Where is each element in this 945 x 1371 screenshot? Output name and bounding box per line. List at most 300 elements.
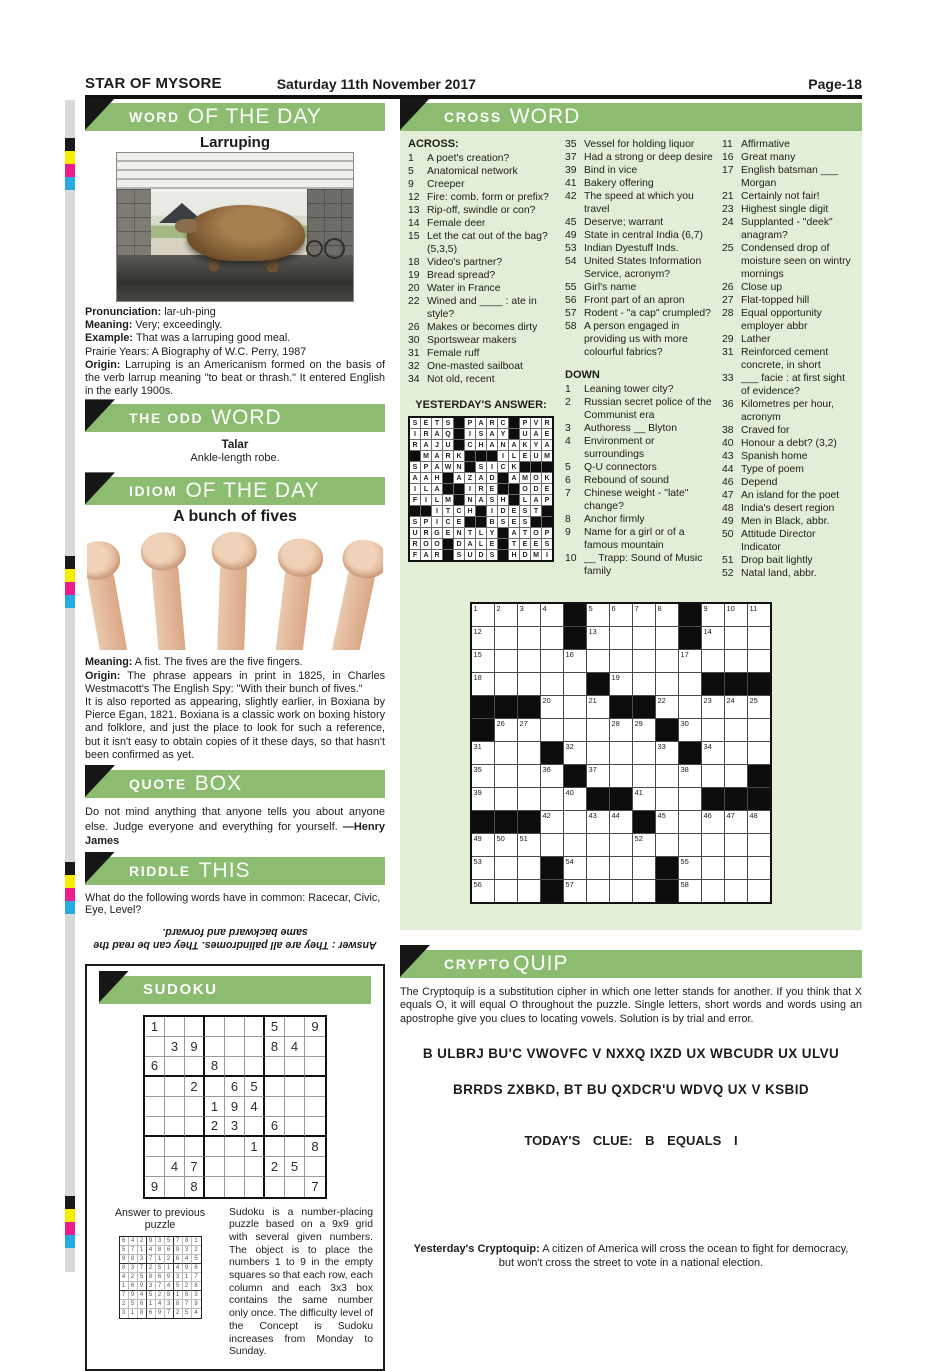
- crossword-clue: [408, 256, 558, 269]
- solution-cell: K: [509, 462, 519, 472]
- yesterday-solution-grid: [408, 416, 554, 562]
- crossword-clue: [722, 138, 856, 151]
- header-light-text: OF THE DAY: [185, 479, 320, 503]
- crossword-cell: 15: [472, 650, 494, 672]
- cryptoquip-cipher-line-1: B ULBRJ BU'C VWOVFC V NXXQ IXZD UX WBCUDR UX ULVU: [422, 1046, 840, 1062]
- solution-cell: I: [465, 484, 475, 494]
- clue-text: Chinese weight - "late" change?: [584, 488, 689, 512]
- clue-number: 33: [722, 373, 734, 384]
- crossword-clue: [408, 282, 558, 295]
- sudoku-description: Sudoku is a number-placing puzzle based on a 9x9 grid with several given numbers. The object is to place the numbers 1 to 9 in the empty squares so that each row, each column and each 3x3 box contains the same number only once. The difficulty level of the Concept is Sudoku increases from Monday to Sunday.: [229, 1206, 374, 1358]
- crossword-cell: [656, 834, 678, 856]
- crossword-cell-black: [610, 788, 632, 810]
- corner-fold-icon: [400, 945, 430, 977]
- clue-text: Front part of an apron: [584, 295, 685, 306]
- solution-cell: I: [410, 484, 420, 494]
- sudoku-answer-cell: 9: [192, 1300, 201, 1309]
- crossword-cell: [541, 673, 563, 695]
- solution-cell: P: [421, 462, 431, 472]
- sudoku-answer-cell: 7: [147, 1255, 156, 1264]
- crossword-cell-black: [541, 857, 563, 879]
- clue-number: 40: [722, 438, 734, 449]
- sudoku-answer-cell: 1: [192, 1237, 201, 1246]
- sudoku-cell: 1: [145, 1017, 165, 1037]
- crossword-cell: [495, 673, 517, 695]
- crossword-cell: 8: [656, 604, 678, 626]
- crossword-clue: [722, 346, 856, 372]
- clue-text: An island for the poet: [741, 490, 840, 501]
- solution-cell-black: [465, 462, 475, 472]
- crossword-clue: [565, 474, 715, 487]
- crossword-clue: [722, 463, 856, 476]
- crossword-cell-black: [587, 788, 609, 810]
- solution-cell-black: [498, 484, 508, 494]
- solution-cell: O: [531, 473, 541, 483]
- crossword-clue: [408, 360, 558, 373]
- crossword-cell: [656, 627, 678, 649]
- crossword-clue: [722, 190, 856, 203]
- solution-cell-black: [443, 539, 453, 549]
- solution-cell: E: [542, 484, 552, 494]
- word-of-day-line: Pronunciation: lar-uh-ping: [85, 306, 216, 318]
- sudoku-answer-cell: 5: [129, 1300, 138, 1309]
- solution-cell-black: [476, 517, 486, 527]
- clue-text: Authoress __ Blyton: [584, 423, 677, 434]
- crossword-cell: [748, 650, 770, 672]
- crossword-cell-black: [610, 696, 632, 718]
- crossword-cell: [610, 880, 632, 902]
- clue-number: 56: [565, 295, 577, 306]
- solution-cell: S: [443, 418, 453, 428]
- idiom-photo-fists: [87, 528, 383, 650]
- sudoku-cell: [245, 1177, 265, 1197]
- clue-number: 51: [722, 555, 734, 566]
- clue-text: Craved for: [741, 425, 790, 436]
- clue-text: Reinforced cement concrete, in short: [741, 347, 829, 371]
- newspaper-name: STAR OF MYSORE: [85, 75, 222, 92]
- solution-cell: A: [465, 539, 475, 549]
- crossword-cell: 7: [633, 604, 655, 626]
- sudoku-answer-cell: 1: [174, 1291, 183, 1300]
- tortoise: [187, 205, 305, 261]
- crossword-cell: 33: [656, 742, 678, 764]
- sudoku-cell: [285, 1137, 305, 1157]
- sudoku-answer-cell: 6: [138, 1300, 147, 1309]
- word-of-day-line: Meaning: Very; exceedingly.: [85, 319, 223, 332]
- solution-cell: A: [410, 473, 420, 483]
- solution-cell: E: [487, 539, 497, 549]
- solution-cell: S: [410, 517, 420, 527]
- solution-cell: D: [520, 550, 530, 560]
- crossword-cell: 30: [679, 719, 701, 741]
- solution-cell: C: [465, 440, 475, 450]
- idiom-origin: The phrase appears in print in 1825, in Charles Westmacott's The English Spy: "With their bunch of fives.": [85, 669, 385, 695]
- solution-cell: S: [487, 495, 497, 505]
- color-patch: [65, 595, 75, 608]
- clue-text: Not old, recent: [427, 374, 495, 385]
- sudoku-answer-cell: 2: [192, 1246, 201, 1255]
- registration-marks: [65, 138, 75, 190]
- crossword-clue: [565, 320, 715, 359]
- across-label: ACROSS:: [408, 138, 459, 150]
- sudoku-cell: [245, 1157, 265, 1177]
- clue-text: State in central India (6,7): [584, 230, 703, 241]
- crossword-cell: [656, 650, 678, 672]
- solution-cell-black: [498, 528, 508, 538]
- solution-cell: A: [509, 528, 519, 538]
- sudoku-answer-cell: 7: [129, 1246, 138, 1255]
- sudoku-answer-cell: 2: [165, 1255, 174, 1264]
- sudoku-cell: [165, 1057, 185, 1077]
- crossword-cell: 5: [587, 604, 609, 626]
- crossword-cell: [610, 650, 632, 672]
- sudoku-answer-cell: 5: [183, 1309, 192, 1318]
- solution-cell-black: [454, 495, 464, 505]
- garage-floor: [117, 255, 353, 301]
- solution-cell: K: [520, 440, 530, 450]
- crossword-cell: [587, 719, 609, 741]
- sudoku-cell: 7: [185, 1157, 205, 1177]
- sudoku-answer-cell: 9: [147, 1237, 156, 1246]
- crossword-clue: [565, 242, 715, 255]
- sudoku-answer-cell: 6: [129, 1282, 138, 1291]
- clue-text: ___ facie : at first sight of evidence?: [741, 373, 845, 397]
- sudoku-answer-cell: 4: [147, 1246, 156, 1255]
- sudoku-cell: [205, 1037, 225, 1057]
- sudoku-cell: [205, 1077, 225, 1097]
- crossword-cell: [702, 650, 724, 672]
- crossword-clue: [565, 435, 715, 461]
- sudoku-cell: [165, 1137, 185, 1157]
- solution-cell: E: [542, 429, 552, 439]
- solution-cell: S: [410, 462, 420, 472]
- clue-number: 9: [408, 179, 414, 190]
- clue-text: A poet's creation?: [427, 153, 510, 164]
- sudoku-answer-cell: 1: [165, 1264, 174, 1273]
- color-patch: [65, 888, 75, 901]
- crossword-cell-black: [633, 696, 655, 718]
- clue-text: Type of poem: [741, 464, 804, 475]
- solution-cell: T: [432, 418, 442, 428]
- sudoku-cell: [145, 1137, 165, 1157]
- sudoku-answer-cell: 2: [138, 1237, 147, 1246]
- clue-text: Female deer: [427, 218, 486, 229]
- crossword-clue: [565, 138, 715, 151]
- cryptoquip-intro: The Cryptoquip is a substitution cipher in which one letter stands for another. If you think that X equals O, it will equal O throughout the puzzle. Single letters, short words and words using an apostrophe give you clues to locating vowels. Solution is by trial and error.: [400, 986, 862, 1025]
- solution-cell-black: [410, 451, 420, 461]
- clue-text: Wined and ____ : ate in style?: [427, 296, 537, 320]
- color-patch: [65, 164, 75, 177]
- clue-text: Kilometres per hour, acronym: [741, 399, 834, 423]
- clue-number: 47: [722, 490, 734, 501]
- crossword-cell: [610, 627, 632, 649]
- crossword-cell: [725, 880, 747, 902]
- sudoku-answer-cell: 5: [174, 1282, 183, 1291]
- crossword-cell: [518, 627, 540, 649]
- crossword-cell: 26: [495, 719, 517, 741]
- solution-cell: I: [410, 429, 420, 439]
- color-patch: [65, 582, 75, 595]
- crossword-clue: [408, 295, 558, 321]
- crossword-cell-black: [564, 604, 586, 626]
- solution-cell: H: [465, 506, 475, 516]
- clue-text: Anatomical network: [427, 166, 518, 177]
- clue-number: 1: [408, 153, 414, 164]
- solution-cell: P: [465, 418, 475, 428]
- solution-cell: O: [421, 539, 431, 549]
- solution-cell: A: [432, 484, 442, 494]
- crossword-clue: [565, 307, 715, 320]
- crossword-cell: [541, 788, 563, 810]
- crossword-cell: 41: [633, 788, 655, 810]
- solution-cell: E: [509, 506, 519, 516]
- solution-cell: A: [509, 440, 519, 450]
- crossword-cell: [518, 765, 540, 787]
- clue-text: Flat-topped hill: [741, 295, 810, 306]
- solution-cell-black: [509, 418, 519, 428]
- clue-text: Honour a debt? (3,2): [741, 438, 837, 449]
- solution-cell: H: [432, 473, 442, 483]
- quote-author: —Henry James: [85, 820, 385, 848]
- crossword-cell: 23: [702, 696, 724, 718]
- crossword-cell: [541, 834, 563, 856]
- color-patch: [65, 1209, 75, 1222]
- sudoku-cell: [225, 1057, 245, 1077]
- solution-cell: L: [520, 495, 530, 505]
- sudoku-answer-cell: 9: [138, 1282, 147, 1291]
- crossword-cell: [587, 834, 609, 856]
- solution-cell: E: [454, 517, 464, 527]
- crossword-cell: [633, 880, 655, 902]
- crossword-cell: [679, 673, 701, 695]
- solution-cell-black: [509, 484, 519, 494]
- solution-cell-black: [498, 473, 508, 483]
- crossword-clue: [722, 398, 856, 424]
- solution-cell: E: [487, 484, 497, 494]
- clue-number: 10: [565, 553, 577, 564]
- solution-cell: A: [476, 473, 486, 483]
- registration-marks: [65, 556, 75, 608]
- sudoku-grid: [143, 1015, 327, 1199]
- crossword-clue: [565, 422, 715, 435]
- crossword-cell: [748, 627, 770, 649]
- crossword-cell: [541, 627, 563, 649]
- crossword-clue: [565, 461, 715, 474]
- sudoku-cell: [225, 1157, 245, 1177]
- solution-cell: I: [432, 506, 442, 516]
- crossword-clue: [565, 281, 715, 294]
- crossword-cell: 9: [702, 604, 724, 626]
- sudoku-cell: 6: [145, 1057, 165, 1077]
- sudoku-cell: 1: [245, 1137, 265, 1157]
- clue-number: 57: [565, 308, 577, 319]
- solution-cell: A: [509, 473, 519, 483]
- sudoku-answer-cell: 4: [120, 1273, 129, 1282]
- solution-cell: P: [542, 528, 552, 538]
- sudoku-cell: [265, 1177, 285, 1197]
- crossword-cell: [748, 857, 770, 879]
- solution-cell: E: [520, 451, 530, 461]
- solution-cell: O: [531, 528, 541, 538]
- clue-text: One-masted sailboat: [427, 361, 523, 372]
- solution-cell: B: [487, 517, 497, 527]
- sudoku-answer-cell: 5: [147, 1291, 156, 1300]
- sudoku-answer-cell: 5: [120, 1246, 129, 1255]
- sudoku-answer-cell: 3: [129, 1264, 138, 1273]
- sudoku-answer-cell: 9: [120, 1255, 129, 1264]
- solution-cell: L: [432, 495, 442, 505]
- crossword-cell: 39: [472, 788, 494, 810]
- clue-text: A person engaged in providing us with more colourful fabrics?: [584, 321, 688, 358]
- sudoku-answer-cell: 8: [138, 1309, 147, 1318]
- clue-number: 31: [722, 347, 734, 358]
- crossword-cell: [725, 627, 747, 649]
- clue-text: Rip-off, swindle or con?: [427, 205, 536, 216]
- crossword-cell: [495, 788, 517, 810]
- clue-number: 15: [408, 231, 420, 242]
- clue-number: 21: [722, 191, 734, 202]
- clue-number: 14: [408, 218, 420, 229]
- sudoku-answer-cell: 8: [156, 1246, 165, 1255]
- crossword-cell-black: [702, 788, 724, 810]
- solution-cell-black: [531, 462, 541, 472]
- crossword-clue: [408, 178, 558, 191]
- clue-text: Attitude Director Indicator: [741, 529, 816, 553]
- sudoku-cell: [185, 1117, 205, 1137]
- clue-number: 36: [722, 399, 734, 410]
- word-of-day-line: Example: That was a larruping good meal.: [85, 332, 291, 345]
- solution-cell: L: [476, 528, 486, 538]
- crossword-cell: 2: [495, 604, 517, 626]
- sudoku-answer-cell: 4: [129, 1237, 138, 1246]
- crossword-cell: [702, 880, 724, 902]
- crossword-cell: [679, 811, 701, 833]
- clue-text: Q-U connectors: [584, 462, 657, 473]
- clue-number: 9: [565, 527, 571, 538]
- sudoku-answer-cell: 8: [129, 1255, 138, 1264]
- clue-number: 1: [565, 384, 571, 395]
- solution-cell: A: [432, 462, 442, 472]
- clue-text: Certainly not fair!: [741, 191, 820, 202]
- sudoku-cell: 8: [185, 1177, 205, 1197]
- solution-cell: L: [421, 484, 431, 494]
- masthead: [85, 66, 862, 99]
- clue-text: Condensed drop of moisture seen on wintry mornings: [741, 243, 851, 280]
- crossword-cell: [587, 742, 609, 764]
- cryptoquip-header: [400, 950, 862, 978]
- clue-text: Environment or surroundings: [584, 436, 655, 460]
- solution-cell: T: [509, 539, 519, 549]
- clue-number: 30: [408, 335, 420, 346]
- sudoku-cell: [225, 1137, 245, 1157]
- sudoku-cell: 2: [205, 1117, 225, 1137]
- solution-cell: I: [432, 517, 442, 527]
- across-list-col2: [565, 138, 715, 359]
- solution-cell: D: [531, 484, 541, 494]
- crossword-cell: 52: [633, 834, 655, 856]
- crossword-cell: 14: [702, 627, 724, 649]
- solution-cell: C: [498, 418, 508, 428]
- crossword-cell: [702, 834, 724, 856]
- crossword-cell: 34: [702, 742, 724, 764]
- clue-number: 44: [722, 464, 734, 475]
- crossword-cell: 55: [679, 857, 701, 879]
- sudoku-cell: 6: [265, 1117, 285, 1137]
- crossword-cell: 32: [564, 742, 586, 764]
- crossword-cell: [518, 857, 540, 879]
- crossword-cell-black: [495, 696, 517, 718]
- corner-fold-icon: [400, 98, 430, 130]
- crossword-clue: [722, 528, 856, 554]
- registration-strip: [65, 100, 75, 1272]
- down-list-col2: [565, 383, 715, 578]
- crossword-cell: [495, 880, 517, 902]
- crossword-clue: [722, 450, 856, 463]
- crossword-grid: [470, 602, 772, 904]
- color-patch: [65, 862, 75, 875]
- crossword-cell: [725, 719, 747, 741]
- color-patch: [65, 1196, 75, 1209]
- crossword-cell: 53: [472, 857, 494, 879]
- solution-cell: D: [476, 550, 486, 560]
- crossword-cell: [679, 834, 701, 856]
- crossword-clue: [722, 333, 856, 346]
- sudoku-cell: [225, 1037, 245, 1057]
- crossword-clue: [722, 476, 856, 489]
- sudoku-answer-cell: 7: [174, 1237, 183, 1246]
- clue-number: 27: [722, 295, 734, 306]
- color-patch: [65, 151, 75, 164]
- corner-fold-icon: [85, 98, 115, 130]
- crossword-header: [400, 103, 862, 131]
- solution-cell: I: [498, 451, 508, 461]
- solution-cell: S: [498, 517, 508, 527]
- clue-text: Creeper: [427, 179, 465, 190]
- crossword-clue: [565, 255, 715, 281]
- crossword-clue: [565, 294, 715, 307]
- crossword-cell: [702, 857, 724, 879]
- crossword-cell: [633, 627, 655, 649]
- sudoku-section: [85, 964, 385, 1371]
- fist: [151, 558, 186, 651]
- sudoku-answer-cell: 3: [174, 1273, 183, 1282]
- solution-cell: R: [410, 539, 420, 549]
- clue-number: 54: [565, 256, 577, 267]
- cryptoquip-yesterday-label: Yesterday's Cryptoquip:: [413, 1243, 540, 1256]
- clue-text: Leaning tower city?: [584, 384, 674, 395]
- sudoku-cell: [285, 1057, 305, 1077]
- solution-cell: Q: [443, 429, 453, 439]
- sudoku-cell: 7: [311, 1179, 319, 1195]
- crossword-cell: 31: [472, 742, 494, 764]
- solution-cell: E: [520, 539, 530, 549]
- clue-text: Depend: [741, 477, 778, 488]
- sudoku-answer-cell: 7: [183, 1300, 192, 1309]
- crossword-cell: 25: [748, 696, 770, 718]
- clue-number: 28: [722, 308, 734, 319]
- crossword-cell: [518, 788, 540, 810]
- crossword-cell: [633, 765, 655, 787]
- sudoku-answer-cell: 3: [120, 1309, 129, 1318]
- clue-number: 38: [722, 425, 734, 436]
- color-patch: [65, 1235, 75, 1248]
- crossword-cell: 46: [702, 811, 724, 833]
- sudoku-answer-cell: 2: [156, 1291, 165, 1300]
- clue-text: Rebound of sound: [584, 475, 669, 486]
- crossword-cell: 10: [725, 604, 747, 626]
- crossword-clue: [565, 216, 715, 229]
- crossword-cell: [610, 765, 632, 787]
